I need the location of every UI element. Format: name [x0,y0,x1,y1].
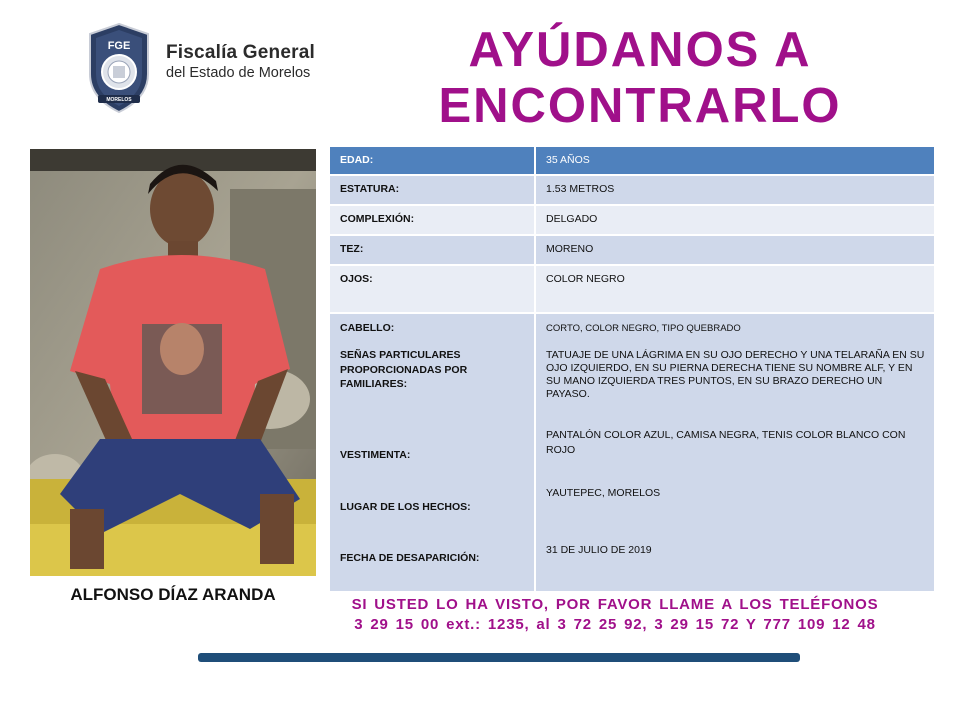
logo-text: FGE [107,40,131,52]
headline [395,22,885,134]
skin-value: MORENO [536,236,934,264]
description-values [536,314,934,591]
table-row-height [330,176,934,204]
place-value: YAUTEPEC, MORELOS [546,487,661,499]
table-row-age [330,147,934,174]
footer-bar [198,653,800,662]
description-labels [330,314,534,591]
table-row-build [330,206,934,234]
contact-message [330,595,900,635]
organization-name [166,42,315,82]
table-row-skin [330,236,934,264]
eyes-value: COLOR NEGRO [536,266,934,312]
place-label: LUGAR DE LOS HECHOS: [340,501,471,513]
hair-label: CABELLO: [340,322,395,334]
logo-caption: MORELOS [106,97,132,103]
headline-line-1: AYÚDANOS A [468,23,812,77]
person-name: ALFONSO DÍAZ ARANDA [70,585,276,604]
build-label: COMPLEXIÓN: [330,206,534,234]
marks-value: TATUAJE DE UNA LÁGRIMA EN SU OJO DERECHO Y UNA TELARAÑA EN SU OJO IZQUIERDO, EN SU PIERNA DERECHA TIENE SU NOMBRE ALF, Y EN SU MANO IZQUIERDA TRES PUNTOS, EN SU BRAZO DERECHO UN PAYASO. [546,349,925,400]
clothing-label: VESTIMENTA: [340,449,411,461]
age-label: EDAD: [330,147,534,174]
clothing-value: PANTALÓN COLOR AZUL, CAMISA NEGRA, TENIS COLOR BLANCO CON ROJO [546,429,906,456]
table-row-description [330,314,934,591]
height-label: ESTATURA: [330,176,534,204]
age-value: 35 AÑOS [536,147,934,174]
fge-shield-logo [86,22,152,114]
build-value: DELGADO [536,206,934,234]
headline-line-2: ENCONTRARLO [438,79,842,133]
org-subtitle: del Estado de Morelos [166,65,311,81]
date-label: FECHA DE DESAPARICIÓN: [340,552,480,564]
skin-label: TEZ: [330,236,534,264]
table-row-eyes [330,266,934,312]
missing-person-photo [30,149,316,576]
marks-label: SEÑAS PARTICULARES PROPORCIONADAS POR FAMILIARES: [340,349,468,390]
height-value: 1.53 METROS [536,176,934,204]
contact-phones: 3 29 15 00 ext.: 1235, al 3 72 25 92, 3 29 15 72 Y 777 109 12 48 [354,616,876,633]
eyes-label: OJOS: [330,266,534,312]
hair-value: CORTO, COLOR NEGRO, TIPO QUEBRADO [546,323,741,334]
date-value: 31 DE JULIO DE 2019 [546,544,652,556]
org-name: Fiscalía General [166,42,315,63]
contact-line-1: SI USTED LO HA VISTO, POR FAVOR LLAME A LOS TELÉFONOS [351,596,879,613]
